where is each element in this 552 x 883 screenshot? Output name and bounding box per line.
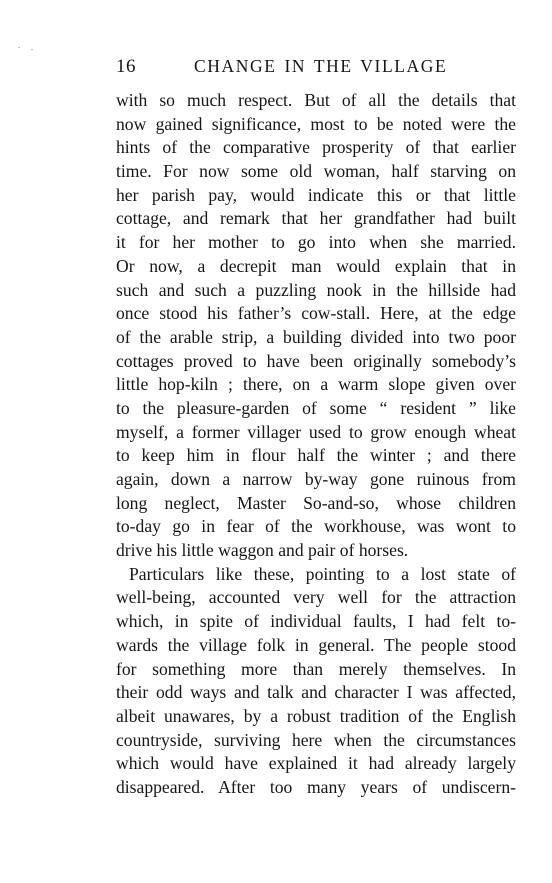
text-line: disappeared. After too many years of undiscern- — [116, 776, 516, 797]
paper-speck — [31, 49, 33, 50]
text-line: her parish pay, would indicate this or that little — [116, 184, 516, 205]
text-line: it for her mother to go into when she married. — [116, 232, 516, 253]
body-text — [116, 89, 516, 800]
text-line: myself, a former villager used to grow enough wheat — [116, 421, 516, 442]
text-line: for something more than merely themselves. In — [116, 658, 516, 679]
text-line: of the arable strip, a building divided into two poor — [116, 326, 516, 347]
text-line: to the pleasure-garden of some “ resident ” like — [116, 397, 516, 418]
text-line: albeit unawares, by a robust tradition of the English — [116, 705, 516, 726]
text-line: such and such a puzzling nook in the hillside had — [116, 279, 516, 300]
text-line: cottage, and remark that her grandfather had built — [116, 208, 516, 229]
text-line: with so much respect. But of all the details that — [116, 90, 516, 110]
paragraph-start-line: Particulars like these, pointing to a lost state of — [129, 563, 516, 584]
text-line: to-day go in fear of the workhouse, was wont to — [116, 516, 516, 537]
text-line: again, down a narrow by-way gone ruinous from — [116, 469, 516, 489]
text-line: which, in spite of individual faults, I had felt to- — [116, 611, 516, 632]
text-line: hints of the comparative prosperity of that earlier — [116, 137, 516, 158]
page-header — [116, 56, 516, 78]
text-line: drive his little waggon and pair of horses. — [116, 540, 409, 561]
text-line: wards the village folk in general. The people stood — [116, 634, 516, 655]
text-line: to keep him in flour half the winter ; and there — [116, 445, 516, 466]
text-line: cottages proved to have been originally somebody’s — [116, 350, 516, 371]
page-number: 16 — [116, 56, 136, 77]
text-line: well-being, accounted very well for the attraction — [116, 587, 516, 608]
text-line: which would have explained it had already largely — [116, 753, 516, 774]
text-line: once stood his father’s cow-stall. Here, at the edge — [116, 303, 516, 324]
text-line: time. For now some old woman, half starving on — [116, 161, 516, 182]
text-line: now gained significance, most to be noted were the — [116, 113, 516, 134]
text-line: countryside, surviving here when the circumstances — [116, 729, 516, 750]
text-line: little hop-kiln ; there, on a warm slope given over — [116, 374, 516, 395]
text-line: Or now, a decrepit man would explain that in — [116, 255, 516, 276]
text-line: long neglect, Master So-and-so, whose children — [116, 492, 516, 513]
text-line: their odd ways and talk and character I was affected, — [116, 682, 516, 703]
running-title: CHANGE IN THE VILLAGE — [194, 56, 448, 76]
paper-speck — [18, 47, 20, 48]
